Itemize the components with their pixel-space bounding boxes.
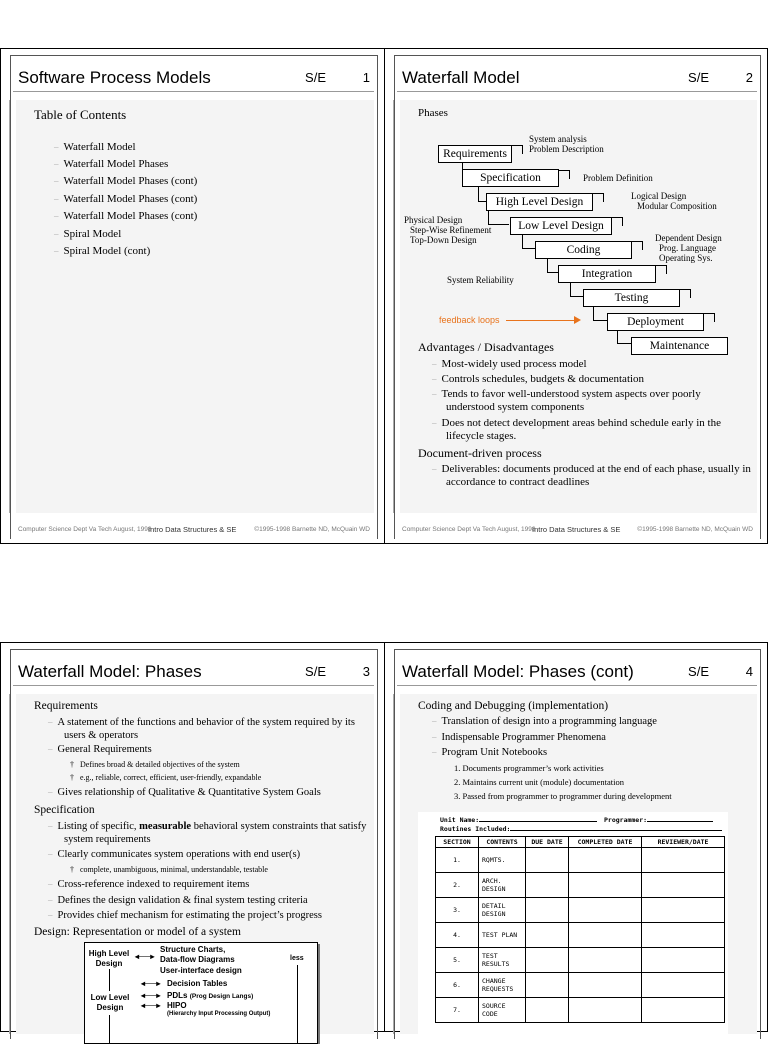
connector [570, 282, 583, 297]
note-system-reliability: System Reliability [447, 275, 514, 285]
slide-3 [0, 642, 385, 1032]
dagger-icon: † [70, 865, 74, 874]
table-cell [526, 848, 569, 873]
table-row [436, 973, 725, 998]
tick [593, 193, 604, 202]
footer-left: Computer Science Dept Va Tech August, 1998 [402, 526, 536, 533]
advantage-text: Tends to favor well-understood system aspects over poorly understood system components [441, 388, 701, 413]
column-header: REVIEWER/DATE [642, 837, 725, 848]
phase-box-low-level-design: Low Level Design [510, 217, 612, 235]
table-row [436, 923, 725, 948]
bullet-item [48, 787, 321, 798]
toc-item [54, 228, 121, 240]
programmer-label [604, 816, 713, 824]
slide-footer [402, 526, 753, 533]
slide-title: Waterfall Model [402, 68, 520, 87]
table-cell: 1. [436, 848, 479, 873]
sub-bullet-text: e.g., reliable, correct, efficient, user-friendly, expandable [80, 773, 262, 782]
feedback-arrow [506, 320, 576, 321]
bullet-item [48, 895, 308, 906]
document-driven-heading: Document-driven process [418, 446, 542, 460]
footer-center: Intro Data Structures & SE [532, 525, 621, 534]
phases-heading: Phases [418, 107, 448, 119]
note-problem-definition: Problem Definition [583, 173, 653, 183]
toc-heading: Table of Contents [34, 107, 127, 122]
phase-box-high-level-design: High Level Design [486, 193, 593, 211]
low-level-design-label: Low Level Design [90, 993, 130, 1012]
slide-se-label: S/E [305, 664, 326, 679]
form-label: Programmer: [604, 816, 648, 824]
dash-icon: – [432, 359, 437, 369]
bullet-text: Cross-reference indexed to requirement items [57, 879, 250, 890]
note-physical-design: Physical Design [404, 215, 463, 225]
connector [593, 305, 607, 321]
bullet-item [432, 747, 547, 758]
diagram-item: User-interface design [160, 966, 242, 975]
form-label: Routines Included: [440, 825, 511, 833]
dash-icon: – [54, 159, 59, 169]
table-cell: 7. [436, 998, 479, 1023]
table-row [436, 873, 725, 898]
bullet-item [48, 849, 300, 860]
arrow-icon: ◂──▸ [141, 991, 161, 1000]
dash-icon: – [48, 787, 53, 797]
dash-icon: – [48, 717, 53, 727]
bullet-item [48, 879, 249, 890]
slide-number: 2 [745, 70, 753, 85]
deliverable-item [432, 463, 756, 489]
advantage-text: Most-widely used process model [441, 358, 587, 370]
left-rule [9, 694, 10, 1034]
diagram-item-note: (Hierarchy Input Processing Output) [167, 1011, 271, 1017]
tick [559, 170, 570, 179]
note-operating-sys: Operating Sys. [659, 253, 713, 263]
slide-body [400, 694, 757, 1034]
numbered-item: 3. Passed from programmer to programmer during development [454, 791, 672, 801]
dash-icon: – [48, 744, 53, 754]
design-diagram [84, 942, 318, 1044]
form-line [647, 821, 713, 822]
phase-box-specification: Specification [462, 169, 559, 187]
slide-footer [18, 526, 370, 533]
dash-icon: – [54, 211, 59, 221]
sub-bullet [70, 773, 261, 782]
table-cell: ARCH. DESIGN [479, 873, 526, 898]
table-cell [526, 973, 569, 998]
phase-box-deployment: Deployment [607, 313, 704, 331]
bullet-item [432, 716, 657, 727]
toc-item-label: Spiral Model (cont) [63, 245, 151, 257]
dash-icon: – [432, 389, 437, 399]
table-cell [642, 973, 725, 998]
arrow-icon: ◂──▸ [141, 1001, 161, 1010]
table-cell [526, 948, 569, 973]
dash-icon: – [54, 229, 59, 239]
left-rule [9, 100, 10, 513]
column-header: SECTION [436, 837, 479, 848]
note-modular-composition: Modular Composition [637, 201, 717, 211]
table-cell: 2. [436, 873, 479, 898]
table-cell [569, 948, 642, 973]
table-cell [526, 873, 569, 898]
note-stepwise-refinement: Step-Wise Refinement [410, 225, 492, 235]
bullet-text: Indispensable Programmer Phenomena [441, 732, 606, 743]
slide-2 [384, 48, 768, 544]
table-cell [569, 998, 642, 1023]
table-cell [642, 998, 725, 1023]
dash-icon: – [54, 176, 59, 186]
slide-body [16, 694, 374, 1034]
diagram-item: Structure Charts, [160, 945, 226, 954]
design-heading: Design: Representation or model of a system [34, 926, 241, 938]
table-cell: CHANGE REQUESTS [479, 973, 526, 998]
less-label: less [290, 955, 304, 962]
toc-item-label: Waterfall Model Phases (cont) [63, 175, 198, 187]
tick [656, 265, 667, 274]
note-dependent-design: Dependent Design [655, 233, 722, 243]
numbered-item: 2. Maintains current unit (module) documentation [454, 777, 624, 787]
header-rule [13, 685, 374, 686]
dash-icon: – [432, 732, 437, 742]
header-rule [397, 91, 757, 92]
table-cell [569, 873, 642, 898]
phase-box-testing: Testing [583, 289, 680, 307]
dash-icon: – [54, 142, 59, 152]
column-header: CONTENTS [479, 837, 526, 848]
bullet-text: Translation of design into a programming language [441, 716, 657, 727]
slide-se-label: S/E [305, 70, 326, 85]
sub-bullet [70, 865, 268, 874]
note-top-down-design: Top-Down Design [410, 235, 477, 245]
table-row [436, 998, 725, 1023]
table-cell [569, 923, 642, 948]
requirements-heading: Requirements [34, 700, 98, 712]
notebook-table [435, 836, 725, 1023]
toc-item-label: Spiral Model [63, 228, 122, 240]
table-cell [642, 848, 725, 873]
bullet-item [48, 744, 152, 755]
table-cell [569, 973, 642, 998]
phase-box-coding: Coding [535, 241, 632, 259]
dash-icon: – [432, 747, 437, 757]
diagram-item: Decision Tables [167, 979, 228, 988]
table-row [436, 848, 725, 873]
table-cell [569, 898, 642, 923]
arrowhead-icon [574, 316, 581, 324]
left-rule [393, 100, 394, 513]
slide-4 [384, 642, 768, 1032]
header-rule [13, 91, 374, 92]
notebook-form [418, 812, 728, 1042]
bullet-text-bold: measurable [139, 821, 192, 832]
phase-box-maintenance: Maintenance [631, 337, 728, 355]
tick [612, 217, 623, 226]
bullet-text: Listing of specific, [57, 821, 137, 832]
toc-item-label: Waterfall Model Phases (cont) [63, 210, 198, 222]
table-row [436, 948, 725, 973]
unit-name-label [440, 816, 597, 824]
left-rule [393, 694, 394, 1034]
slide-1 [0, 48, 385, 544]
specification-heading: Specification [34, 804, 95, 816]
dash-icon: – [432, 418, 437, 428]
diagram-item [167, 991, 253, 1000]
toc-item-label: Waterfall Model Phases (cont) [63, 193, 198, 205]
vertical-arrow [109, 969, 110, 991]
table-cell: 5. [436, 948, 479, 973]
sub-bullet-text: Defines broad & detailed objectives of the system [80, 760, 240, 769]
table-cell [642, 948, 725, 973]
dagger-icon: † [70, 760, 74, 769]
table-cell: 4. [436, 923, 479, 948]
tick [632, 241, 643, 250]
form-line [510, 830, 722, 831]
diagram-item: Data-flow Diagrams [160, 955, 235, 964]
bullet-text: Defines the design validation & final system testing criteria [57, 895, 308, 906]
numbered-item: 1. Documents programmer’s work activities [454, 763, 604, 773]
note-system-analysis: System analysis [529, 134, 587, 144]
phase-box-integration: Integration [558, 265, 656, 283]
table-cell [569, 848, 642, 873]
table-cell [526, 898, 569, 923]
dash-icon: – [48, 879, 53, 889]
note-prog-language: Prog. Language [659, 243, 716, 253]
bullet-text: Program Unit Notebooks [441, 747, 548, 758]
toc-item [54, 158, 168, 170]
feedback-loops-label: feedback loops [439, 315, 500, 325]
footer-right: ©1995-1998 Barnette ND, McQuain WD [637, 526, 753, 533]
footer-center: Intro Data Structures & SE [148, 525, 237, 534]
bullet-item [48, 910, 322, 921]
table-cell [642, 898, 725, 923]
table-header-row [436, 837, 725, 848]
table-cell [642, 923, 725, 948]
slide-number: 3 [362, 664, 370, 679]
column-header: DUE DATE [526, 837, 569, 848]
toc-item [54, 175, 197, 187]
header-rule [397, 685, 757, 686]
slide-se-label: S/E [688, 664, 709, 679]
sub-bullet-text: complete, unambiguous, minimal, understandable, testable [80, 865, 268, 874]
form-line [479, 821, 597, 822]
table-cell [526, 998, 569, 1023]
sub-bullet [70, 760, 240, 769]
table-cell: 6. [436, 973, 479, 998]
high-level-design-label: High Level Design [88, 949, 130, 968]
table-cell: SOURCE CODE [479, 998, 526, 1023]
table-cell [526, 923, 569, 948]
column-header: COMPLETED DATE [569, 837, 642, 848]
table-row [436, 898, 725, 923]
slide-title: Software Process Models [18, 68, 211, 87]
slide-title: Waterfall Model: Phases (cont) [402, 662, 634, 681]
bullet-text: behavioral system constraints that satisfy system requirements [64, 821, 367, 845]
toc-item [54, 193, 197, 205]
note-problem-description: Problem Description [529, 144, 604, 154]
vertical-arrow [109, 1015, 110, 1043]
dash-icon: – [48, 849, 53, 859]
slide-se-label: S/E [688, 70, 709, 85]
slide-number: 1 [362, 70, 370, 85]
slide-body [16, 100, 374, 513]
bullet-item [432, 732, 606, 743]
dash-icon: – [54, 194, 59, 204]
vertical-arrow [297, 965, 298, 1043]
connector [617, 329, 632, 344]
tick [704, 313, 715, 322]
advantages-heading: Advantages / Disadvantages [418, 340, 554, 354]
dash-icon: – [48, 895, 53, 905]
slide-body [400, 100, 757, 513]
toc-item-label: Waterfall Model Phases [63, 158, 169, 170]
dash-icon: – [54, 246, 59, 256]
slide-number: 4 [745, 664, 753, 679]
dagger-icon: † [70, 773, 74, 782]
arrow-icon: ◂──▸ [141, 979, 161, 988]
dash-icon: – [48, 821, 53, 831]
advantage-item [432, 417, 746, 443]
table-cell [642, 873, 725, 898]
tick [512, 145, 523, 154]
dash-icon: – [432, 374, 437, 384]
advantage-item [432, 388, 746, 414]
form-label: Unit Name: [440, 816, 480, 824]
table-cell: DETAIL DESIGN [479, 898, 526, 923]
note-logical-design: Logical Design [631, 191, 687, 201]
footer-right: ©1995-1998 Barnette ND, McQuain WD [254, 526, 370, 533]
bullet-item [48, 820, 378, 846]
toc-item [54, 141, 136, 153]
bullet-text: A statement of the functions and behavior of the system required by its users & operators [57, 717, 355, 741]
phase-box-requirements: Requirements [438, 145, 512, 163]
diagram-item-label: PDLs [167, 991, 188, 1000]
routines-label [440, 825, 722, 833]
dash-icon: – [432, 716, 437, 726]
bullet-text: Gives relationship of Qualitative & Quantitative System Goals [57, 787, 321, 798]
bullet-item [48, 716, 378, 742]
dash-icon: – [432, 464, 437, 474]
advantage-item [432, 358, 742, 371]
table-cell: RQMTS. [479, 848, 526, 873]
tick [680, 289, 691, 298]
bullet-text: Provides chief mechanism for estimating the project’s progress [57, 910, 322, 921]
arrow-icon: ◂──▸ [135, 952, 155, 961]
diagram-item-note: (Prog Design Langs) [189, 993, 254, 1000]
bullet-text: General Requirements [57, 744, 152, 755]
advantage-text: Controls schedules, budgets & documentation [441, 373, 645, 385]
advantage-text: Does not detect development areas behind schedule early in the lifecycle stages. [441, 417, 721, 442]
diagram-item: HIPO [167, 1001, 187, 1010]
toc-item [54, 210, 197, 222]
table-cell: TEST RESULTS [479, 948, 526, 973]
table-cell: 3. [436, 898, 479, 923]
dash-icon: – [48, 910, 53, 920]
toc-item-label: Waterfall Model [63, 141, 136, 153]
advantage-item [432, 373, 742, 386]
coding-heading: Coding and Debugging (implementation) [418, 700, 609, 712]
deliverable-text: Deliverables: documents produced at the end of each phase, usually in accordance to contract deadlines [441, 463, 751, 488]
bullet-text: Clearly communicates system operations with end user(s) [57, 849, 301, 860]
connector [488, 210, 509, 225]
footer-left: Computer Science Dept Va Tech August, 1998 [18, 526, 152, 533]
table-cell: TEST PLAN [479, 923, 526, 948]
toc-item [54, 245, 150, 257]
slide-title: Waterfall Model: Phases [18, 662, 202, 681]
